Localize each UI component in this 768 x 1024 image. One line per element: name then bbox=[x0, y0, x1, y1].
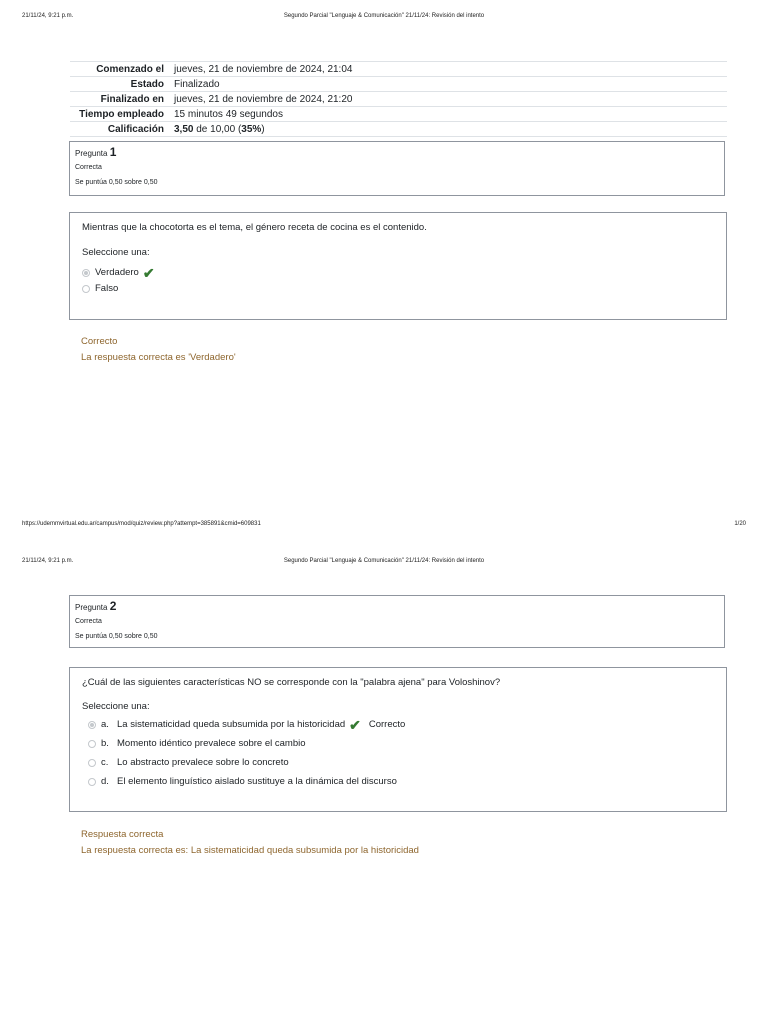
summary-row-time bbox=[70, 107, 727, 122]
question-number bbox=[75, 600, 720, 614]
answer-prompt: Seleccione una: bbox=[82, 701, 150, 712]
option-letter: a. bbox=[101, 719, 109, 730]
answer-option-b[interactable] bbox=[88, 738, 714, 749]
question-text: ¿Cuál de las siguientes características NO se corresponde con la "palabra ajena" para Voloshinov? bbox=[82, 677, 501, 688]
grade-value bbox=[170, 122, 727, 137]
answer-option-false[interactable] bbox=[82, 283, 714, 294]
summary-label: Calificación bbox=[70, 122, 170, 137]
grade-mid: de 10,00 ( bbox=[193, 123, 242, 135]
radio-selected-icon[interactable] bbox=[88, 721, 96, 729]
question-text: Mientras que la chocotorta es el tema, el género receta de cocina es el contenido. bbox=[82, 222, 427, 233]
option-letter: b. bbox=[101, 738, 109, 749]
summary-label: Estado bbox=[70, 77, 170, 92]
question-number-value: 1 bbox=[109, 145, 117, 159]
radio-empty-icon[interactable] bbox=[88, 759, 96, 767]
question-label: Pregunta bbox=[75, 149, 108, 158]
question-1-content bbox=[69, 212, 727, 320]
answer-option-a[interactable] bbox=[88, 716, 714, 733]
summary-label: Comenzado el bbox=[70, 62, 170, 77]
question-1-info bbox=[69, 141, 725, 196]
print-header-date: 21/11/24, 9:21 p.m. bbox=[22, 558, 74, 564]
question-state: Correcta bbox=[75, 164, 102, 171]
option-label: Falso bbox=[95, 283, 119, 294]
question-2-info bbox=[69, 595, 725, 648]
question-2-content bbox=[69, 667, 727, 812]
answer-option-c[interactable] bbox=[88, 757, 714, 768]
option-label: Lo abstracto prevalece sobre lo concreto bbox=[117, 757, 289, 768]
print-header-title: Segundo Parcial "Lenguaje & Comunicación" 21/11/24: Revisión del intento bbox=[283, 558, 485, 564]
radio-selected-icon[interactable] bbox=[82, 269, 90, 277]
summary-row-grade bbox=[70, 122, 727, 137]
summary-value: jueves, 21 de noviembre de 2024, 21:04 bbox=[170, 62, 727, 77]
question-number-value: 2 bbox=[109, 599, 117, 613]
print-footer-url: https://udemmvirtual.edu.ar/campus/mod/quiz/review.php?attempt=385891&cmid=609831 bbox=[22, 521, 261, 527]
question-2-feedback bbox=[81, 827, 419, 859]
attempt-summary-table bbox=[70, 61, 727, 137]
grade-score: 3,50 bbox=[174, 123, 194, 135]
summary-value: Finalizado bbox=[170, 77, 727, 92]
check-icon: ✔ bbox=[349, 716, 361, 733]
summary-value: jueves, 21 de noviembre de 2024, 21:20 bbox=[170, 92, 727, 107]
option-label: Verdadero bbox=[95, 267, 139, 278]
summary-label: Finalizado en bbox=[70, 92, 170, 107]
question-1-feedback bbox=[81, 334, 236, 366]
summary-label: Tiempo empleado bbox=[70, 107, 170, 122]
feedback-answer: La respuesta correcta es: La sistematicidad queda subsumida por la historicidad bbox=[81, 845, 419, 856]
summary-value: 15 minutos 49 segundos bbox=[170, 107, 727, 122]
grade-percent: 35% bbox=[241, 123, 262, 135]
question-label: Pregunta bbox=[75, 603, 108, 612]
summary-row-started bbox=[70, 62, 727, 77]
question-state: Correcta bbox=[75, 618, 102, 625]
feedback-title: Correcto bbox=[81, 336, 118, 347]
answer-prompt: Seleccione una: bbox=[82, 247, 150, 258]
question-mark: Se puntúa 0,50 sobre 0,50 bbox=[75, 179, 158, 186]
grade-end: ) bbox=[261, 123, 265, 135]
option-label: El elemento linguístico aislado sustituye a la dinámica del discurso bbox=[117, 776, 397, 787]
option-label: Momento idéntico prevalece sobre el cambio bbox=[117, 738, 306, 749]
option-letter: c. bbox=[101, 757, 109, 768]
answer-option-true[interactable] bbox=[82, 264, 714, 281]
print-header-title: Segundo Parcial "Lenguaje & Comunicación" 21/11/24: Revisión del intento bbox=[283, 13, 485, 19]
summary-row-finished bbox=[70, 92, 727, 107]
option-letter: d. bbox=[101, 776, 109, 787]
correct-label: Correcto bbox=[368, 719, 406, 730]
print-footer-page: 1/20 bbox=[734, 521, 746, 527]
radio-empty-icon[interactable] bbox=[88, 778, 96, 786]
summary-row-state bbox=[70, 77, 727, 92]
question-mark: Se puntúa 0,50 sobre 0,50 bbox=[75, 633, 158, 640]
print-header-date: 21/11/24, 9:21 p.m. bbox=[22, 13, 74, 19]
option-label: La sistematicidad queda subsumida por la historicidad bbox=[117, 719, 346, 730]
radio-empty-icon[interactable] bbox=[82, 285, 90, 293]
check-icon: ✔ bbox=[142, 264, 155, 281]
feedback-answer: La respuesta correcta es 'Verdadero' bbox=[81, 352, 236, 363]
feedback-title: Respuesta correcta bbox=[81, 829, 164, 840]
answer-option-d[interactable] bbox=[88, 776, 714, 787]
question-number bbox=[75, 146, 720, 160]
radio-empty-icon[interactable] bbox=[88, 740, 96, 748]
